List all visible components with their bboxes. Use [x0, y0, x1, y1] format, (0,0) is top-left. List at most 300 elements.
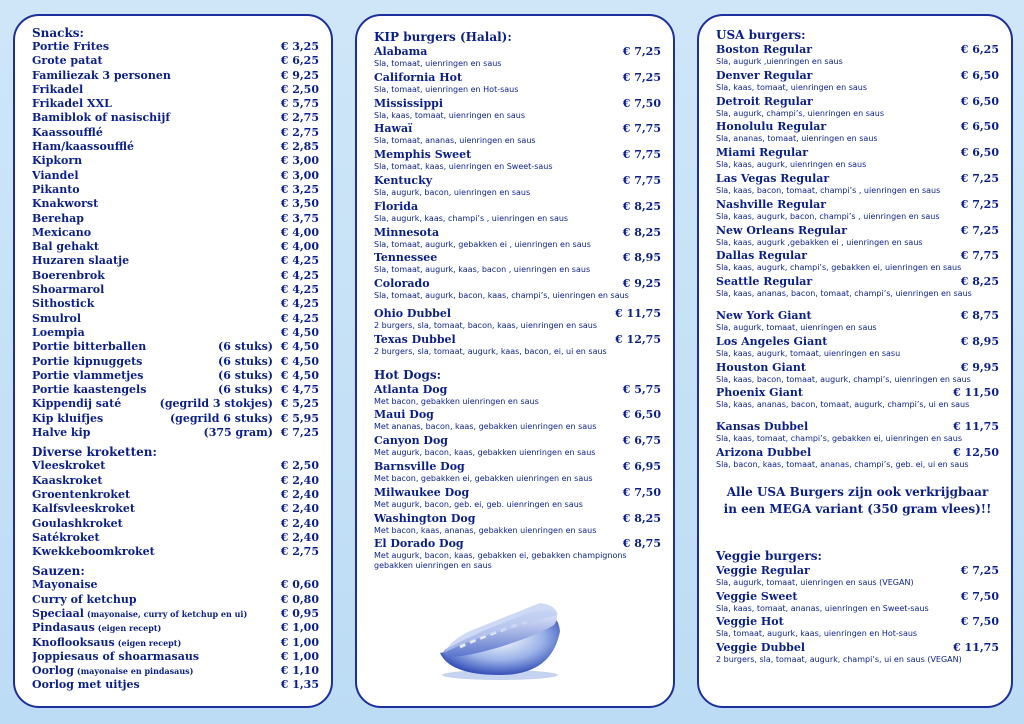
- item-name: Kaassoufflé: [32, 125, 103, 139]
- usa-burger-item: [716, 42, 999, 68]
- item-price: € 1,10: [280, 664, 319, 678]
- item-price: € 7,75: [960, 249, 999, 263]
- item-name: Colorado: [374, 277, 430, 291]
- kip-burger-item: [374, 199, 661, 225]
- item-name: Phoenix Giant: [716, 386, 803, 400]
- item-header: [374, 536, 661, 551]
- item-price: € 6,25: [960, 43, 999, 56]
- section-title-sauzen: Sauzen:: [32, 564, 85, 579]
- item-name: Kalfsvleeskroket: [32, 502, 136, 516]
- item-description: Met augurk, bacon, kaas, gebakken ei, gebakken champignons: [374, 551, 627, 561]
- item-description: Sla, kaas, augurk ,gebakken ei , uienringen en saus: [716, 237, 923, 247]
- item-header: [374, 225, 661, 240]
- item-price: € 0,95: [280, 606, 319, 620]
- item-header: [374, 44, 661, 59]
- section-title-veggie: Veggie burgers:: [716, 548, 822, 563]
- item-price: € 6,50: [960, 120, 999, 134]
- item-price: € 4,00: [280, 240, 319, 254]
- item-name: Boerenbrok: [32, 268, 105, 282]
- item-name: Memphis Sweet: [374, 148, 472, 162]
- item-name: New Orleans Regular: [716, 223, 847, 237]
- item-price: € 9,25: [622, 277, 661, 291]
- item-name: Bamiblok of nasischijf: [32, 111, 171, 125]
- kroket-row: [32, 502, 319, 516]
- item-header: [716, 640, 999, 655]
- item-price: € 2,40: [280, 487, 319, 501]
- sauzen-list: [32, 578, 319, 692]
- item-description: Met bacon, kaas, ananas, gebakken uienringen en saus: [374, 525, 597, 535]
- item-header: [716, 563, 999, 578]
- item-name: Atlanta Dog: [374, 382, 448, 396]
- saus-row: [32, 650, 319, 664]
- item-price: € 12,50: [953, 445, 999, 459]
- item-header: [716, 614, 999, 629]
- item-price: € 4,25: [280, 297, 319, 311]
- item-header: [716, 589, 999, 604]
- item-price: € 9,95: [960, 360, 999, 374]
- item-name: Loempia: [32, 325, 85, 339]
- item-description: Sla, tomaat, augurk, gebakken ei , uienringen en saus: [374, 239, 591, 249]
- item-header: [716, 445, 999, 460]
- item-description: Sla, kaas, tomaat, uienringen en saus: [374, 110, 526, 120]
- item-name: El Dorado Dog: [374, 537, 464, 551]
- item-note: (375 gram): [203, 426, 273, 440]
- item-name: Dallas Regular: [716, 249, 808, 263]
- section-title-hotdogs: Hot Dogs:: [374, 367, 442, 382]
- item-name: California Hot: [374, 70, 463, 84]
- saus-name: Speciaal: [32, 606, 84, 620]
- item-name: Viandel: [32, 168, 79, 182]
- section-title-snacks: Snacks:: [32, 26, 84, 40]
- item-name: Florida: [374, 199, 419, 213]
- item-header: [374, 433, 661, 448]
- item-name: Hawaï: [374, 122, 413, 136]
- item-description: Sla, augurk, champi’s, uienringen en saus: [716, 108, 885, 118]
- kip-burger-item: [374, 70, 661, 96]
- item-header: [374, 173, 661, 188]
- item-name: Berehap: [32, 211, 84, 225]
- item-description: Met bacon, gebakken ei, gebakken uienringen en saus: [374, 473, 593, 483]
- item-price: € 8,95: [960, 334, 999, 348]
- usa-giant-list: [716, 308, 999, 411]
- item-description: Sla, augurk, tomaat, uienringen en saus: [716, 322, 877, 332]
- kip-burger-item: [374, 173, 661, 199]
- item-name: Mississippi: [374, 96, 444, 110]
- hotdog-image: [430, 591, 570, 681]
- item-note: (6 stuks): [218, 354, 273, 368]
- usa-burger-item: [716, 360, 999, 386]
- item-header: [374, 407, 661, 422]
- snack-row: [32, 183, 319, 197]
- saus-name: Oorlog met uitjes: [32, 678, 140, 692]
- item-price: € 11,75: [953, 420, 999, 434]
- item-price: € 7,75: [622, 173, 661, 187]
- item-price: € 5,95: [280, 411, 319, 425]
- kip-burger-item: [374, 225, 661, 251]
- item-price: € 5,75: [622, 382, 661, 396]
- item-description: Sla, tomaat, augurk, bacon, kaas, champi’s, uienringen en saus: [374, 291, 629, 301]
- item-name: Knakworst: [32, 197, 99, 211]
- snacks-list: [32, 40, 319, 440]
- item-description: Met augurk, bacon, geb. ei, geb. uienringen en saus: [374, 499, 583, 509]
- item-description: Sla, ananas, tomaat, uienringen en saus: [716, 134, 878, 144]
- item-header: [716, 360, 999, 375]
- snack-row: [32, 383, 319, 397]
- item-name: Houston Giant: [716, 360, 806, 374]
- usa-burger-item: [716, 68, 999, 94]
- saus-row: [32, 578, 319, 592]
- snack-row: [32, 126, 319, 140]
- usa-burger-item: [716, 385, 999, 411]
- item-name: Huzaren slaatje: [32, 254, 130, 268]
- item-name: Kip kluifjes: [32, 411, 104, 425]
- saus-name: Oorlog: [32, 664, 74, 678]
- saus-name: Knoflooksaus: [32, 635, 115, 649]
- item-name: Maui Dog: [374, 408, 434, 422]
- snack-row: [32, 312, 319, 326]
- item-price: € 1,00: [280, 621, 319, 635]
- item-description: Sla, kaas, augurk, tomaat, uienringen en sasu: [716, 348, 901, 358]
- kroket-row: [32, 474, 319, 488]
- item-price: € 4,50: [280, 368, 319, 382]
- kip-burgers-list: [374, 44, 661, 302]
- hotdog-item: [374, 382, 661, 408]
- item-description: Met bacon, gebakken uienringen en saus: [374, 396, 539, 406]
- snack-row: [32, 140, 319, 154]
- mega-note-line2: in een MEGA variant (350 gram vlees)!!: [723, 501, 992, 516]
- item-price: € 1,00: [280, 649, 319, 663]
- snack-row: [32, 40, 319, 54]
- item-price: € 11,50: [953, 386, 999, 400]
- item-note: (6 stuks): [218, 368, 273, 382]
- item-header: [374, 250, 661, 265]
- item-description: 2 burgers, sla, tomaat, bacon, kaas, uienringen en saus: [374, 320, 598, 330]
- item-header: [374, 382, 661, 397]
- item-description: Sla, tomaat, augurk, kaas, bacon , uienringen en saus: [374, 265, 591, 275]
- snack-row: [32, 111, 319, 125]
- item-header: [716, 171, 999, 186]
- item-price: € 7,25: [622, 45, 661, 58]
- item-description: Met ananas, bacon, kaas, gebakken uienringen en saus: [374, 422, 597, 432]
- item-description: Sla, kaas, tomaat, uienringen en saus: [716, 82, 868, 92]
- item-name: Portie kaastengels: [32, 383, 147, 397]
- item-price: € 4,25: [280, 311, 319, 325]
- item-name: Portie Frites: [32, 40, 110, 53]
- item-name: [32, 593, 273, 607]
- item-name: Canyon Dog: [374, 434, 449, 448]
- snack-row: [32, 154, 319, 168]
- item-header: [374, 485, 661, 500]
- hotdog-item: [374, 511, 661, 537]
- item-description: Sla, tomaat, kaas, uienringen en Sweet-saus: [374, 162, 553, 172]
- item-name: Kipkorn: [32, 154, 83, 168]
- item-price: € 12,75: [615, 332, 661, 346]
- item-description: Sla, kaas, tomaat, ananas, uienringen en Sweet-saus: [716, 603, 929, 613]
- item-name: Kippendij saté: [32, 397, 122, 411]
- item-note: (gegrild 6 stuks): [169, 411, 273, 425]
- item-price: € 2,50: [280, 82, 319, 96]
- item-description: Sla, bacon, kaas, tomaat, ananas, champi’s, geb. ei, ui en saus: [716, 459, 969, 469]
- kroket-row: [32, 517, 319, 531]
- item-name: Grote patat: [32, 54, 103, 68]
- item-price: € 2,40: [280, 502, 319, 516]
- menu-panel-kip-hotdogs: [355, 14, 675, 708]
- item-price: € 7,50: [960, 615, 999, 629]
- item-name: [32, 578, 273, 592]
- veggie-burger-item: [716, 563, 999, 589]
- item-name: Frikadel: [32, 82, 84, 96]
- usa-burger-item: [716, 94, 999, 120]
- item-header: [716, 223, 999, 238]
- item-header: [716, 119, 999, 134]
- item-name: Detroit Regular: [716, 94, 813, 108]
- item-price: € 4,25: [280, 268, 319, 282]
- item-description: Sla, kaas, ananas, bacon, tomaat, champi’s, uienringen en saus: [716, 289, 972, 299]
- item-price: € 6,50: [960, 94, 999, 108]
- saus-row: [32, 678, 319, 692]
- item-name: Washington Dog: [374, 511, 476, 525]
- item-name: Mexicano: [32, 225, 92, 239]
- item-price: € 4,50: [280, 354, 319, 368]
- mega-note-line1: Alle USA Burgers zijn ook verkrijgbaar: [726, 484, 989, 499]
- item-price: € 2,85: [280, 140, 319, 154]
- snack-row: [32, 269, 319, 283]
- item-name: Seattle Regular: [716, 275, 813, 289]
- item-price: € 11,75: [953, 641, 999, 655]
- item-name: Pikanto: [32, 182, 80, 196]
- kroket-row: [32, 545, 319, 559]
- kroketten-list: [32, 459, 319, 559]
- usa-burger-item: [716, 171, 999, 197]
- saus-row: [32, 607, 319, 621]
- snack-row: [32, 397, 319, 411]
- item-header: [374, 276, 661, 291]
- usa-regular-list: [716, 42, 999, 300]
- snack-row: [32, 283, 319, 297]
- item-header: [716, 334, 999, 349]
- hotdog-item: [374, 485, 661, 511]
- item-price: € 8,25: [960, 275, 999, 289]
- item-price: € 3,25: [280, 182, 319, 196]
- item-name: Ham/kaassoufflé: [32, 140, 135, 154]
- item-name: Familiezak 3 personen: [32, 68, 171, 82]
- usa-burger-item: [716, 419, 999, 445]
- item-name: Kwekkeboomkroket: [32, 545, 155, 559]
- item-price: € 4,25: [280, 283, 319, 297]
- snack-row: [32, 54, 319, 68]
- item-name: Portie kipnuggets: [32, 354, 143, 368]
- usa-burger-item: [716, 334, 999, 360]
- usa-burger-item: [716, 248, 999, 274]
- item-header: [716, 68, 999, 83]
- item-description: Sla, tomaat, uienringen en saus: [374, 59, 502, 68]
- item-name: Smulrol: [32, 311, 82, 325]
- item-name: Denver Regular: [716, 68, 813, 82]
- item-description: Sla, kaas, tomaat, champi’s, gebakken ei, uienringen en saus: [716, 434, 963, 444]
- item-description: Sla, augurk, bacon, uienringen en saus: [374, 187, 531, 197]
- saus-note: (eigen recept): [117, 637, 182, 648]
- snack-row: [32, 254, 319, 268]
- item-name: Tennessee: [374, 251, 438, 265]
- item-header: [716, 145, 999, 160]
- item-price: € 7,50: [622, 96, 661, 110]
- snack-row: [32, 97, 319, 111]
- item-price: € 7,25: [960, 171, 999, 185]
- kip-burger-item: [374, 276, 661, 302]
- item-description: Sla, kaas, augurk, uienringen en saus: [716, 160, 867, 170]
- snack-row: [32, 226, 319, 240]
- item-price: € 2,75: [280, 125, 319, 139]
- saus-name: Pindasaus: [32, 621, 95, 635]
- item-name: Nashville Regular: [716, 197, 827, 211]
- snack-row: [32, 426, 319, 440]
- item-header: [716, 42, 999, 57]
- section-title-usa-burgers: USA burgers:: [716, 28, 806, 42]
- item-price: € 2,75: [280, 545, 319, 559]
- item-name: [32, 650, 273, 664]
- item-price: € 7,25: [960, 197, 999, 211]
- item-description: Sla, kaas, ananas, bacon, tomaat, augurk, champi’s, ui en saus: [716, 400, 970, 410]
- item-header: [374, 511, 661, 526]
- item-description: Sla, kaas, bacon, tomaat, champi’s , uienringen en saus: [716, 185, 941, 195]
- item-name: Frikadel XXL: [32, 97, 112, 111]
- item-note: (6 stuks): [218, 340, 273, 354]
- item-name: Goulashkroket: [32, 516, 123, 530]
- snack-row: [32, 326, 319, 340]
- item-name: Shoarmarol: [32, 283, 105, 297]
- item-note: (6 stuks): [218, 383, 273, 397]
- veggie-burger-item: [716, 614, 999, 640]
- snack-row: [32, 240, 319, 254]
- kroket-row: [32, 459, 319, 473]
- snack-row: [32, 83, 319, 97]
- item-name: Veggie Regular: [716, 563, 810, 577]
- item-description: Sla, tomaat, uienringen en Hot-saus: [374, 84, 519, 94]
- item-name: Arizona Dubbel: [716, 445, 812, 459]
- item-name: Honolulu Regular: [716, 120, 827, 134]
- item-header: [374, 121, 661, 136]
- item-name: [32, 636, 273, 650]
- usa-burger-item: [716, 274, 999, 300]
- usa-burger-item: [716, 197, 999, 223]
- item-price: € 5,75: [280, 97, 319, 111]
- veggie-list: [716, 563, 999, 666]
- item-price: € 3,00: [280, 154, 319, 168]
- item-description: Sla, kaas, bacon, tomaat, augurk, champi’s, uienringen en saus: [716, 374, 971, 384]
- item-price: € 2,50: [280, 459, 319, 473]
- item-price: € 7,75: [622, 148, 661, 162]
- item-price: € 6,50: [622, 408, 661, 422]
- item-header: [374, 459, 661, 474]
- item-price: € 0,60: [280, 578, 319, 592]
- item-name: Los Angeles Giant: [716, 334, 828, 348]
- item-name: Veggie Dubbel: [716, 641, 806, 655]
- item-name: Milwaukee Dog: [374, 485, 470, 499]
- item-header: [716, 274, 999, 289]
- item-header: [374, 199, 661, 214]
- item-header: [716, 94, 999, 109]
- hotdog-item: [374, 459, 661, 485]
- kip-burger-item: [374, 121, 661, 147]
- item-description: Sla, tomaat, augurk, kaas, uienringen en Hot-saus: [716, 629, 918, 639]
- saus-name: Curry of ketchup: [32, 592, 137, 606]
- item-name: Halve kip: [32, 426, 91, 440]
- item-price: € 4,75: [280, 383, 319, 397]
- item-price: € 8,75: [960, 308, 999, 322]
- item-header: [716, 385, 999, 400]
- item-price: € 4,25: [280, 254, 319, 268]
- usa-dubbel-list: [716, 419, 999, 471]
- kip-burger-item: [374, 44, 661, 70]
- item-price: € 6,50: [960, 146, 999, 160]
- item-header: [374, 306, 661, 321]
- item-price: € 1,00: [280, 635, 319, 649]
- item-name: Ohio Dubbel: [374, 306, 452, 320]
- item-price: € 7,25: [960, 223, 999, 237]
- item-note: (gegrild 3 stokjes): [159, 397, 273, 411]
- hotdog-item: [374, 536, 661, 572]
- veggie-burger-item: [716, 589, 999, 615]
- menu-panel-usa-veggie: [697, 14, 1013, 708]
- saus-row: [32, 593, 319, 607]
- usa-burger-item: [716, 445, 999, 471]
- kip-burger-item: [374, 147, 661, 173]
- item-name: [32, 664, 273, 678]
- item-name: Vleeskroket: [32, 459, 106, 473]
- kip-burger-item: [374, 332, 661, 358]
- item-description: Sla, augurk, kaas, champi’s , uienringen en saus: [374, 213, 569, 223]
- item-header: [716, 308, 999, 323]
- item-header: [716, 197, 999, 212]
- item-price: € 8,75: [622, 537, 661, 551]
- item-header: [716, 419, 999, 434]
- item-name: Las Vegas Regular: [716, 171, 830, 185]
- snack-row: [32, 369, 319, 383]
- item-description: Sla, kaas, augurk, bacon, champi’s , uienringen en saus: [716, 211, 940, 221]
- snack-row: [32, 340, 319, 354]
- item-price: € 7,50: [960, 589, 999, 603]
- saus-name: Joppiesaus of shoarmasaus: [32, 649, 200, 663]
- item-name: [32, 678, 273, 692]
- veggie-burger-item: [716, 640, 999, 666]
- item-price: € 0,80: [280, 592, 319, 606]
- item-price: € 3,25: [280, 40, 319, 53]
- item-name: Portie bitterballen: [32, 340, 147, 354]
- item-header: [374, 147, 661, 162]
- item-name: [32, 607, 273, 621]
- saus-note: (eigen recept): [97, 623, 162, 634]
- kip-burger-item: [374, 250, 661, 276]
- snack-row: [32, 212, 319, 226]
- item-header: [374, 70, 661, 85]
- item-price: € 4,00: [280, 225, 319, 239]
- item-price: € 4,50: [280, 325, 319, 339]
- item-price: € 1,35: [280, 678, 319, 692]
- usa-burger-item: [716, 223, 999, 249]
- item-description: Met augurk, bacon, kaas, gebakken uienringen en saus: [374, 448, 596, 458]
- usa-burger-item: [716, 145, 999, 171]
- item-name: Veggie Hot: [716, 615, 784, 629]
- snack-row: [32, 169, 319, 183]
- item-description: Sla, tomaat, ananas, uienringen en saus: [374, 136, 536, 146]
- item-price: € 8,25: [622, 199, 661, 213]
- kroket-row: [32, 488, 319, 502]
- item-price: € 7,25: [960, 563, 999, 577]
- item-price: € 2,40: [280, 516, 319, 530]
- item-name: Bal gehakt: [32, 240, 99, 254]
- snack-row: [32, 197, 319, 211]
- item-price: € 5,25: [280, 397, 319, 411]
